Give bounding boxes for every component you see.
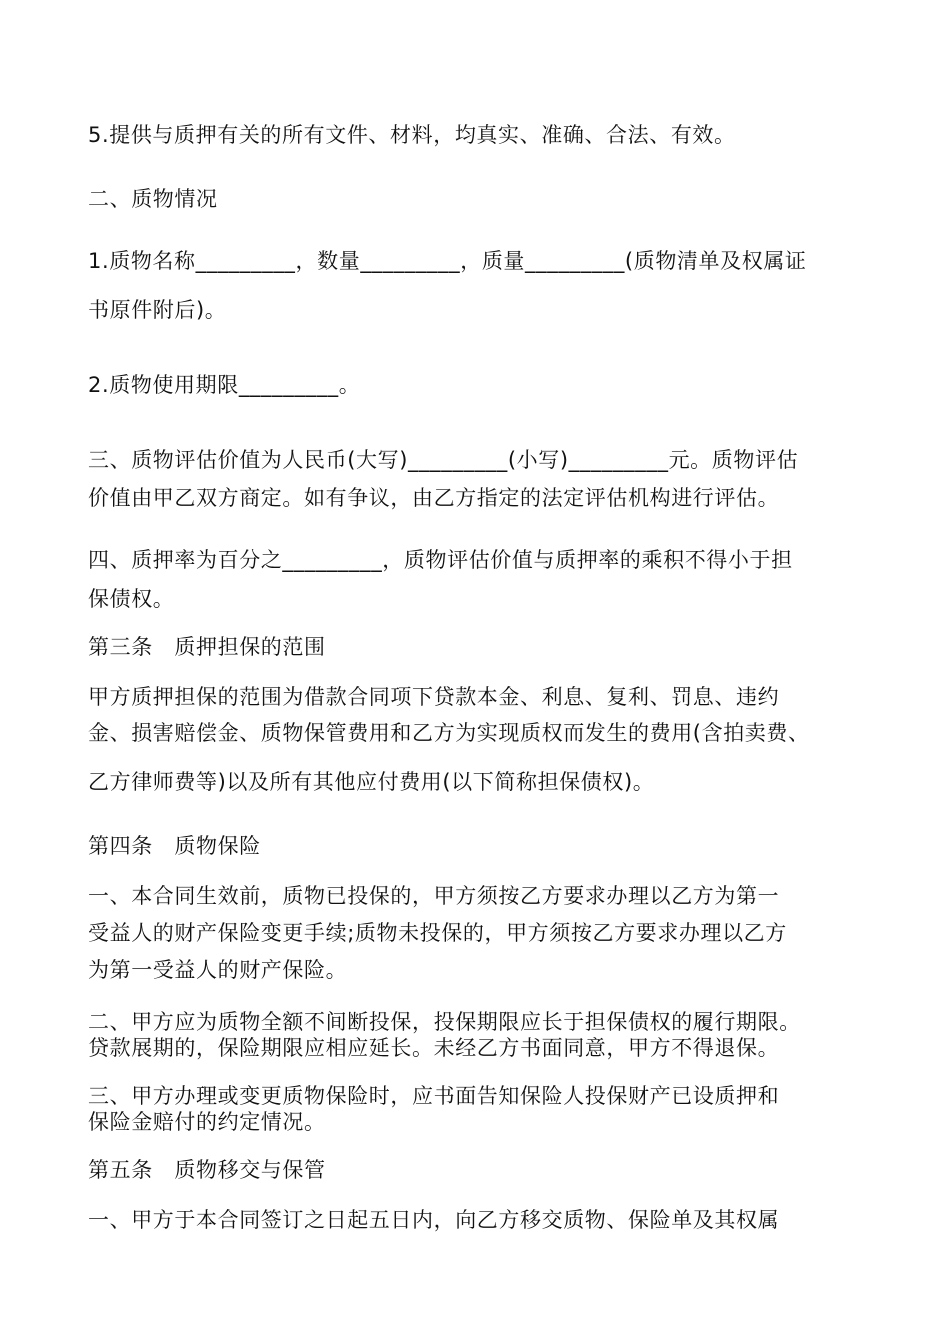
clause-line: 一、甲方于本合同签订之日起五日内，向乙方移交质物、保险单及其权属 [88,1208,780,1232]
clause-line: 书原件附后)。 [88,298,227,322]
clause-line: 保险金赔付的约定情况。 [88,1110,326,1134]
section-heading: 二、质物情况 [88,187,218,211]
clause-line: 保债权。 [88,587,175,611]
article-heading: 第四条 质物保险 [88,834,261,858]
article-heading: 第三条 质押担保的范围 [88,635,326,659]
clause-line: 价值由甲乙双方商定。如有争议，由乙方指定的法定评估机构进行评估。 [88,486,780,510]
clause-line: 三、甲方办理或变更质物保险时，应书面告知保险人投保财产已设质押和 [88,1084,780,1108]
article-heading: 第五条 质物移交与保管 [88,1158,326,1182]
clause-line: 1.质物名称_________，数量_________，质量_________(质物清单及权属证 [88,249,807,273]
clause-line: 受益人的财产保险变更手续;质物未投保的，甲方须按乙方要求办理以乙方 [88,921,787,945]
clause-line: 为第一受益人的财产保险。 [88,958,348,982]
clause-line: 乙方律师费等)以及所有其他应付费用(以下简称担保债权)。 [88,770,655,794]
clause-line: 2.质物使用期限_________。 [88,373,361,397]
clause-line: 甲方质押担保的范围为借款合同项下贷款本金、利息、复利、罚息、违约 [88,685,780,709]
clause-line: 一、本合同生效前，质物已投保的，甲方须按乙方要求办理以乙方为第一 [88,884,780,908]
clause-line: 二、甲方应为质物全额不间断投保，投保期限应长于担保债权的履行期限。 [88,1010,801,1034]
clause-line: 四、质押率为百分之_________，质物评估价值与质押率的乘积不得小于担 [88,548,793,572]
clause-line: 贷款展期的，保险期限应相应延长。未经乙方书面同意，甲方不得退保。 [88,1036,780,1060]
clause-line: 三、质物评估价值为人民币(大写)_________(小写)_________元。质物评估 [88,448,799,472]
clause-line: 5.提供与质押有关的所有文件、材料，均真实、准确、合法、有效。 [88,123,736,147]
clause-line: 金、损害赔偿金、质物保管费用和乙方为实现质权而发生的费用(含拍卖费、 [88,721,810,745]
